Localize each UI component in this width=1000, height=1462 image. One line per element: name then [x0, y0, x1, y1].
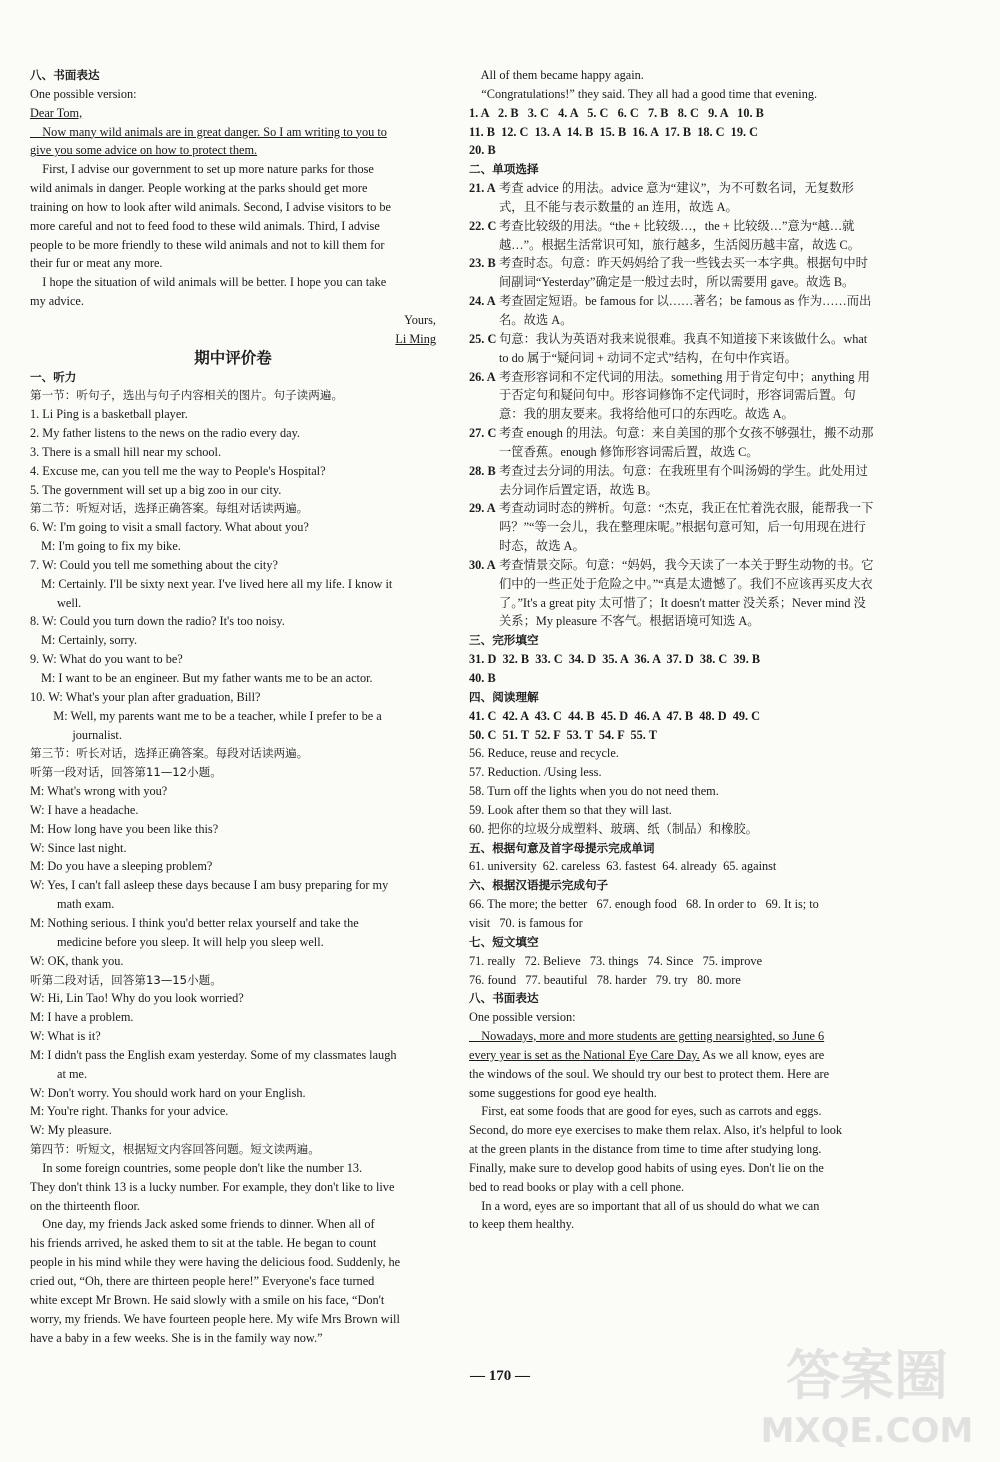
- right-text-line: 71. really 72. Believe 73. things 74. Since 75. improve: [469, 953, 763, 968]
- answer-explanation: 考查时态。句意：昨天妈妈给了我一些钱去买一本字典。根据句中时间副词“Yesterday”确定是一般过去时，所以需要用 gave。故选 B。: [499, 256, 868, 290]
- right-answer-item: [469, 292, 877, 330]
- left-text-line: They don't think 13 is a lucky number. For example, they don't like to live: [30, 1179, 395, 1194]
- left-text-line: people to be more friendly to these wild animals and not to kill them for: [30, 237, 385, 252]
- left-text-line: W: Hi, Lin Tao! Why do you look worried?: [30, 991, 244, 1006]
- answer-explanation: 考查动词时态的辨析。句意：“杰克，我正在忙着洗衣服，能帮我一下吗？”“等一会儿，我在整理床呢。”根据句意可知，后一句用现在进行时态，故选 A。: [499, 501, 874, 554]
- answer-number: 26. A: [469, 369, 496, 384]
- left-text-line: M: I didn't pass the English exam yesterday. Some of my classmates laugh: [30, 1047, 397, 1062]
- answer-number: 23. B: [469, 256, 496, 271]
- left-subsection-instruction: 听第二段对话，回答第13—15小题。: [30, 972, 222, 987]
- left-section-heading: 八、书面表达: [30, 68, 100, 82]
- answer-number: 28. B: [469, 463, 496, 478]
- right-text-line: some suggestions for good eye health.: [469, 1085, 657, 1100]
- answer-explanation: 句意：我认为英语对我来说很难。我真不知道接下来该做什么。what to do 属于“疑问词 + 动词不定式”结构，在句中作宾语。: [499, 331, 868, 365]
- left-text-line: W: Don't worry. You should work hard on your English.: [30, 1085, 306, 1100]
- left-text-line: One day, my friends Jack asked some friends to dinner. When all of: [30, 1217, 375, 1232]
- right-text-line: First, eat some foods that are good for eyes, such as carrots and eggs.: [469, 1104, 822, 1119]
- left-text-line: Now many wild animals are in great danger. So I am writing to you to: [30, 124, 387, 139]
- left-section-heading: 一、听力: [30, 369, 77, 384]
- answer-number: 24. A: [469, 294, 496, 309]
- left-text-line: wild animals in danger. People working at the parks should get more: [30, 181, 368, 196]
- left-text-line: on the thirteenth floor.: [30, 1198, 140, 1213]
- right-text-line: Finally, make sure to develop good habits of using eyes. Don't lie on the: [469, 1160, 824, 1175]
- left-text-line: W: What is it?: [30, 1029, 101, 1044]
- watermark-logo: [745, 1334, 990, 1454]
- right-section-heading: 三、完形填空: [469, 633, 539, 648]
- left-text-line: 3. There is a small hill near my school.: [30, 444, 222, 459]
- left-text-line: M: I'm going to fix my bike.: [41, 539, 181, 554]
- left-text-line: my advice.: [30, 294, 84, 309]
- left-text-line: at me.: [57, 1066, 88, 1081]
- left-text-line: I hope the situation of wild animals will be better. I hope you can take: [30, 275, 387, 290]
- answer-number: 22. C: [469, 218, 497, 233]
- right-text-line: the windows of the soul. We should try our best to protect them. Here are: [469, 1066, 830, 1081]
- answer-number: 21. A: [469, 181, 496, 196]
- right-answer-item: [469, 424, 877, 462]
- answer-explanation: 考查过去分词的用法。句意：在我班里有个叫汤姆的学生。此处用过去分词作后置定语，故选 B。: [499, 463, 868, 497]
- left-signature-name: Li Ming: [395, 331, 436, 346]
- left-text-line: M: Nothing serious. I think you'd better relax yourself and take the: [30, 915, 359, 930]
- left-column: [30, 66, 436, 1347]
- right-section-heading: 二、单项选择: [469, 162, 539, 177]
- answer-number: 25. C: [469, 331, 497, 346]
- left-text-line: worry, my friends. We have fourteen people here. My wife Mrs Brown will: [30, 1311, 400, 1326]
- right-text-line: bed to read books or play with a cell phone.: [469, 1179, 685, 1194]
- right-answer-key-row: 41. C 42. A 43. C 44. B 45. D 46. A 47. B 48. D 49. C: [469, 708, 761, 723]
- right-answer-item: [469, 462, 877, 500]
- right-text-line: “Congratulations!” they said. They all had a good time that evening.: [469, 86, 818, 101]
- right-text-line: 76. found 77. beautiful 78. harder 79. try 80. more: [469, 972, 741, 987]
- left-signature-line: Yours,: [404, 312, 436, 327]
- left-text-line: First, I advise our government to set up more nature parks for those: [30, 162, 374, 177]
- answer-explanation: 考查 advice 的用法。advice 意为“建议”，为不可数名词，无复数形式，且不能与表示数量的 an 连用，故选 A。: [499, 181, 854, 214]
- answer-explanation: 考查固定短语。be famous for 以……著名；be famous as 作为……而出名。故选 A。: [499, 294, 872, 327]
- right-answer-item: [469, 254, 877, 292]
- left-text-line: medicine before you sleep. It will help you sleep well.: [57, 934, 324, 949]
- right-answer-key-row: 1. A 2. B 3. C 4. A 5. C 6. C 7. B 8. C 9. A 10. B: [469, 105, 764, 120]
- right-section-heading: 四、阅读理解: [469, 689, 539, 704]
- left-text-line: 4. Excuse me, can you tell me the way to People's Hospital?: [30, 463, 326, 478]
- right-text-line: 59. Look after them so that they will last.: [469, 802, 672, 817]
- answer-number: 30. A: [469, 557, 496, 572]
- right-text-line: at the green plants in the distance from time to time after studying long.: [469, 1142, 822, 1157]
- left-text-line: 9. W: What do you want to be?: [30, 652, 183, 667]
- left-text-line: his friends arrived, he asked them to sit at the table. He began to count: [30, 1236, 377, 1251]
- right-text-line: One possible version:: [469, 1010, 576, 1025]
- left-text-line: W: Yes, I can't fall asleep these days because I am busy preparing for my: [30, 878, 389, 893]
- left-text-line: math exam.: [57, 897, 115, 912]
- right-text-line: to keep them healthy.: [469, 1217, 575, 1232]
- left-text-line: W: OK, thank you.: [30, 953, 124, 968]
- left-text-line: their fur or meat any more.: [30, 256, 163, 271]
- left-text-line: 6. W: I'm going to visit a small factory. What about you?: [30, 520, 309, 535]
- right-text-line: 61. university 62. careless 63. fastest 64. already 65. against: [469, 859, 777, 874]
- right-text-line: All of them became happy again.: [469, 68, 644, 82]
- right-text-line: Second, do more eye exercises to make them relax. Also, it's helpful to look: [469, 1123, 843, 1138]
- underlined-text: every year is set as the National Eye Care Day.: [469, 1047, 700, 1062]
- left-text-line: M: What's wrong with you?: [30, 784, 168, 799]
- left-text-line: M: Certainly, sorry.: [41, 633, 138, 648]
- left-subsection-instruction: 第一节：听句子，选出与句子内容相关的图片。句子读两遍。: [30, 388, 344, 403]
- right-answer-key-row: 20. B: [469, 143, 496, 158]
- left-text-line: have a baby in a few weeks. She is in the family way now.”: [30, 1330, 323, 1345]
- left-text-line: M: I want to be an engineer. But my father wants me to be an actor.: [41, 671, 373, 685]
- left-text-line: M: Well, my parents want me to be a teacher, while I prefer to be a: [41, 708, 382, 723]
- right-text-line: 66. The more; the better 67. enough food 68. In order to 69. It is; to: [469, 897, 819, 912]
- answer-number: 29. A: [469, 501, 496, 516]
- right-answer-key-row: 40. B: [469, 671, 496, 685]
- plain-text: As we all know, eyes are: [699, 1047, 825, 1062]
- left-text-line: One possible version:: [30, 86, 137, 101]
- right-text-line: 56. Reduce, reuse and recycle.: [469, 746, 619, 761]
- left-text-line: training on how to look after wild animals. Second, I advise visitors to be: [30, 199, 391, 214]
- watermark-bottom-text: MXQE.COM: [760, 1411, 974, 1451]
- left-text-line: cried out, “Oh, there are thirteen people here!” Everyone's face turned: [30, 1274, 375, 1288]
- answer-number: 27. C: [469, 426, 497, 441]
- right-text-line: [469, 1046, 877, 1065]
- watermark-top-text: 答案圈: [786, 1344, 948, 1407]
- page-number: — 170 —: [470, 1368, 530, 1384]
- right-text-line: In a word, eyes are so important that all of us should do what we can: [469, 1198, 820, 1213]
- left-text-line: 8. W: Could you turn down the radio? It's too noisy.: [30, 614, 285, 629]
- answer-explanation: 考查 enough 的用法。句意：来自美国的那个女孩不够强壮，搬不动那一筐香蕉。enough 修饰形容词需后置，故选 C。: [499, 426, 874, 459]
- right-answer-item: [469, 217, 877, 255]
- left-text-line: W: Since last night.: [30, 840, 127, 855]
- answer-explanation: 考查情景交际。句意：“妈妈，我今天读了一本关于野生动物的书。它们中的一些正处于危险之中。”“真是太遗憾了。我们不应该再买皮大衣了。”It's a great pity 太可惜了；It doesn't matter 没关系；Never mind 没关系；My pleasure 不客气。根据语境可知选 A。: [499, 557, 874, 629]
- left-exam-title: 期中评价卷: [194, 348, 272, 367]
- left-text-line: 7. W: Could you tell me something about the city?: [30, 557, 278, 572]
- left-text-line: white except Mr Brown. He said slowly with a smile on his face, “Don't: [30, 1292, 385, 1307]
- left-text-line: M: Do you have a sleeping problem?: [30, 859, 213, 874]
- left-subsection-instruction: 第二节：听短对话，选择正确答案。每组对话读两遍。: [30, 501, 309, 516]
- left-text-line: M: Certainly. I'll be sixty next year. I've lived here all my life. I know it: [41, 576, 393, 591]
- left-text-line: In some foreign countries, some people don't like the number 13.: [30, 1160, 363, 1175]
- left-text-line: W: My pleasure.: [30, 1123, 112, 1138]
- right-text-line: 57. Reduction. /Using less.: [469, 765, 602, 780]
- left-text-line: people in his mind while they were having the delicious food. Suddenly, he: [30, 1255, 401, 1270]
- left-text-line: Dear Tom,: [30, 105, 83, 120]
- right-text-line: Nowadays, more and more students are getting nearsighted, so June 6: [469, 1029, 825, 1044]
- right-section-heading: 七、短文填空: [469, 934, 539, 949]
- left-subsection-instruction: 第四节：听短文，根据短文内容回答问题。短文读两遍。: [30, 1142, 320, 1157]
- right-answer-item: [469, 499, 877, 556]
- answer-explanation: 考查形容词和不定代词的用法。something 用于肯定句中；anything 用于否定句和疑问句中。形容词修饰不定代词时，形容词需后置。句意：我的朋友要来。我将给他可口的东西吃。故选 A。: [499, 369, 870, 422]
- left-text-line: 10. W: What's your plan after graduation, Bill?: [30, 689, 261, 704]
- left-text-line: M: You're right. Thanks for your advice.: [30, 1104, 229, 1119]
- answer-explanation: 考查比较级的用法。“the + 比较级…，the + 比较级…”意为“越…就越…”。根据生活常识可知，旅行越多，生活阅历越丰富，故选 C。: [499, 218, 861, 252]
- left-text-line: M: I have a problem.: [30, 1010, 134, 1025]
- left-text-line: 5. The government will set up a big zoo in our city.: [30, 482, 282, 497]
- right-answer-key-row: 50. C 51. T 52. F 53. T 54. F 55. T: [469, 727, 657, 742]
- left-subsection-instruction: 第三节：听长对话，选择正确答案。每段对话读两遍。: [30, 746, 309, 761]
- left-text-line: well.: [57, 595, 82, 610]
- left-text-line: M: How long have you been like this?: [30, 821, 219, 836]
- left-text-line: W: I have a headache.: [30, 802, 139, 817]
- right-section-heading: 五、根据句意及首字母提示完成单词: [469, 840, 655, 855]
- right-answer-item: [469, 179, 877, 217]
- right-text-line: 60. 把你的垃圾分成塑料、玻璃、纸（制品）和橡胶。: [469, 821, 758, 836]
- left-text-line: give you some advice on how to protect them.: [30, 143, 258, 158]
- right-column: [469, 66, 877, 1234]
- left-text-line: 1. Li Ping is a basketball player.: [30, 407, 188, 422]
- left-subsection-instruction: 听第一段对话，回答第11—12小题。: [30, 765, 222, 780]
- right-text-line: 58. Turn off the lights when you do not need them.: [469, 784, 719, 799]
- right-answer-item: [469, 368, 877, 425]
- right-section-heading: 八、书面表达: [469, 991, 539, 1006]
- right-answer-item: [469, 556, 877, 631]
- left-text-line: more careful and not to feed food to these wild animals. Third, I advise: [30, 218, 380, 233]
- left-text-line: journalist.: [57, 727, 122, 742]
- left-text-line: 2. My father listens to the news on the radio every day.: [30, 426, 301, 441]
- right-answer-key-row: 11. B 12. C 13. A 14. B 15. B 16. A 17. B 18. C 19. C: [469, 124, 759, 139]
- right-text-line: visit 70. is famous for: [469, 915, 583, 930]
- right-answer-item: [469, 330, 877, 368]
- right-section-heading: 六、根据汉语提示完成句子: [469, 878, 609, 893]
- right-answer-key-row: 31. D 32. B 33. C 34. D 35. A 36. A 37. D 38. C 39. B: [469, 652, 761, 667]
